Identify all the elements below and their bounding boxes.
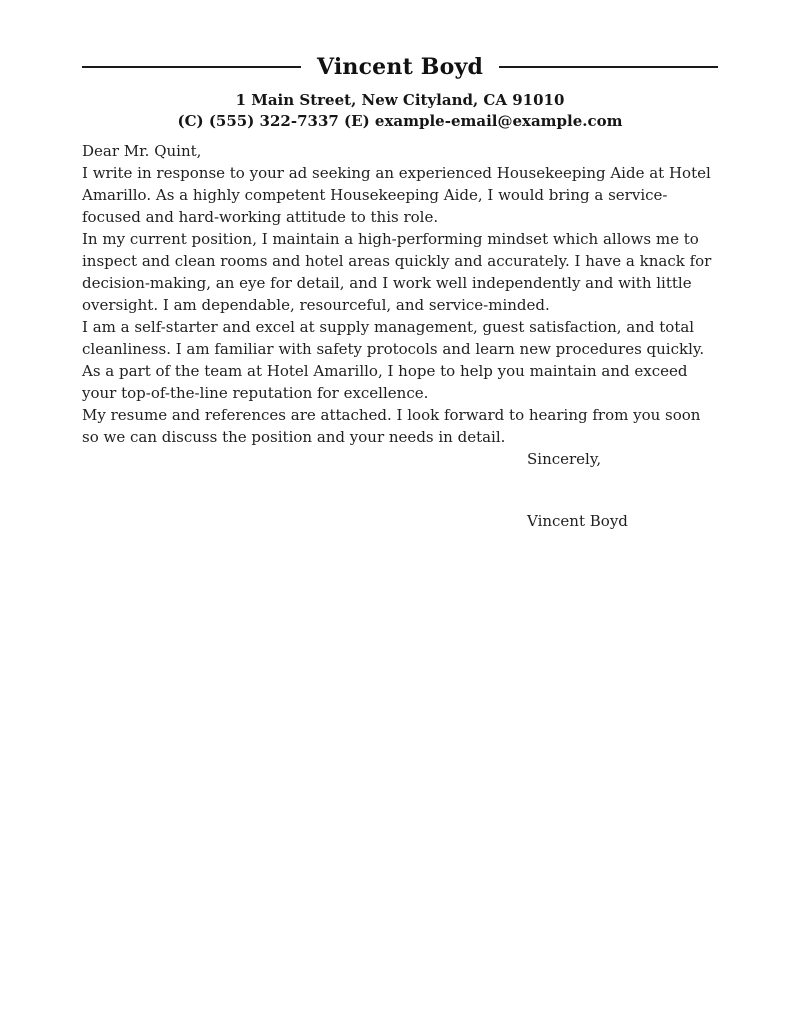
greeting: Dear Mr. Quint, (82, 142, 202, 160)
paragraph-skills: I am a self-starter and excel at supply management, guest satisfaction, and total cleanliness. I am familiar with safety protocols and learn new procedures quickly. As a part of the team at Hotel Amarillo, I hope to help you maintain and exceed your top-of-the-line reputation for excellence. (82, 318, 705, 402)
closing-block (527, 448, 718, 532)
signature-name: Vincent Boyd (527, 512, 628, 530)
address-line: 1 Main Street, New Cityland, CA 91010 (235, 91, 565, 109)
closing-salutation: Sincerely, (527, 450, 602, 468)
header-rule-left (82, 66, 301, 69)
name-row (82, 52, 718, 82)
contact-line: (C) (555) 322-7337 (E) example-email@example.com (177, 112, 623, 130)
paragraph-current-position: In my current position, I maintain a high-performing mindset which allows me to inspect and clean rooms and hotel areas quickly and accurately. I have a knack for decision-making, an eye for detail, and I work well independently and with little oversight. I am dependable, resourceful, and service-minded. (82, 230, 712, 314)
letter-body (82, 140, 718, 532)
page-title: Vincent Boyd (316, 54, 484, 80)
header-rule-right (499, 66, 718, 69)
paragraph-intro: I write in response to your ad seeking an experienced Housekeeping Aide at Hotel Amarillo. As a highly competent Housekeeping Aide, I would bring a service-focused and hard-working attitude to this role. (82, 164, 711, 226)
paragraph-call-to-action: My resume and references are attached. I look forward to hearing from you soon so we can discuss the position and your needs in detail. (82, 406, 701, 446)
letter-header (82, 52, 718, 132)
